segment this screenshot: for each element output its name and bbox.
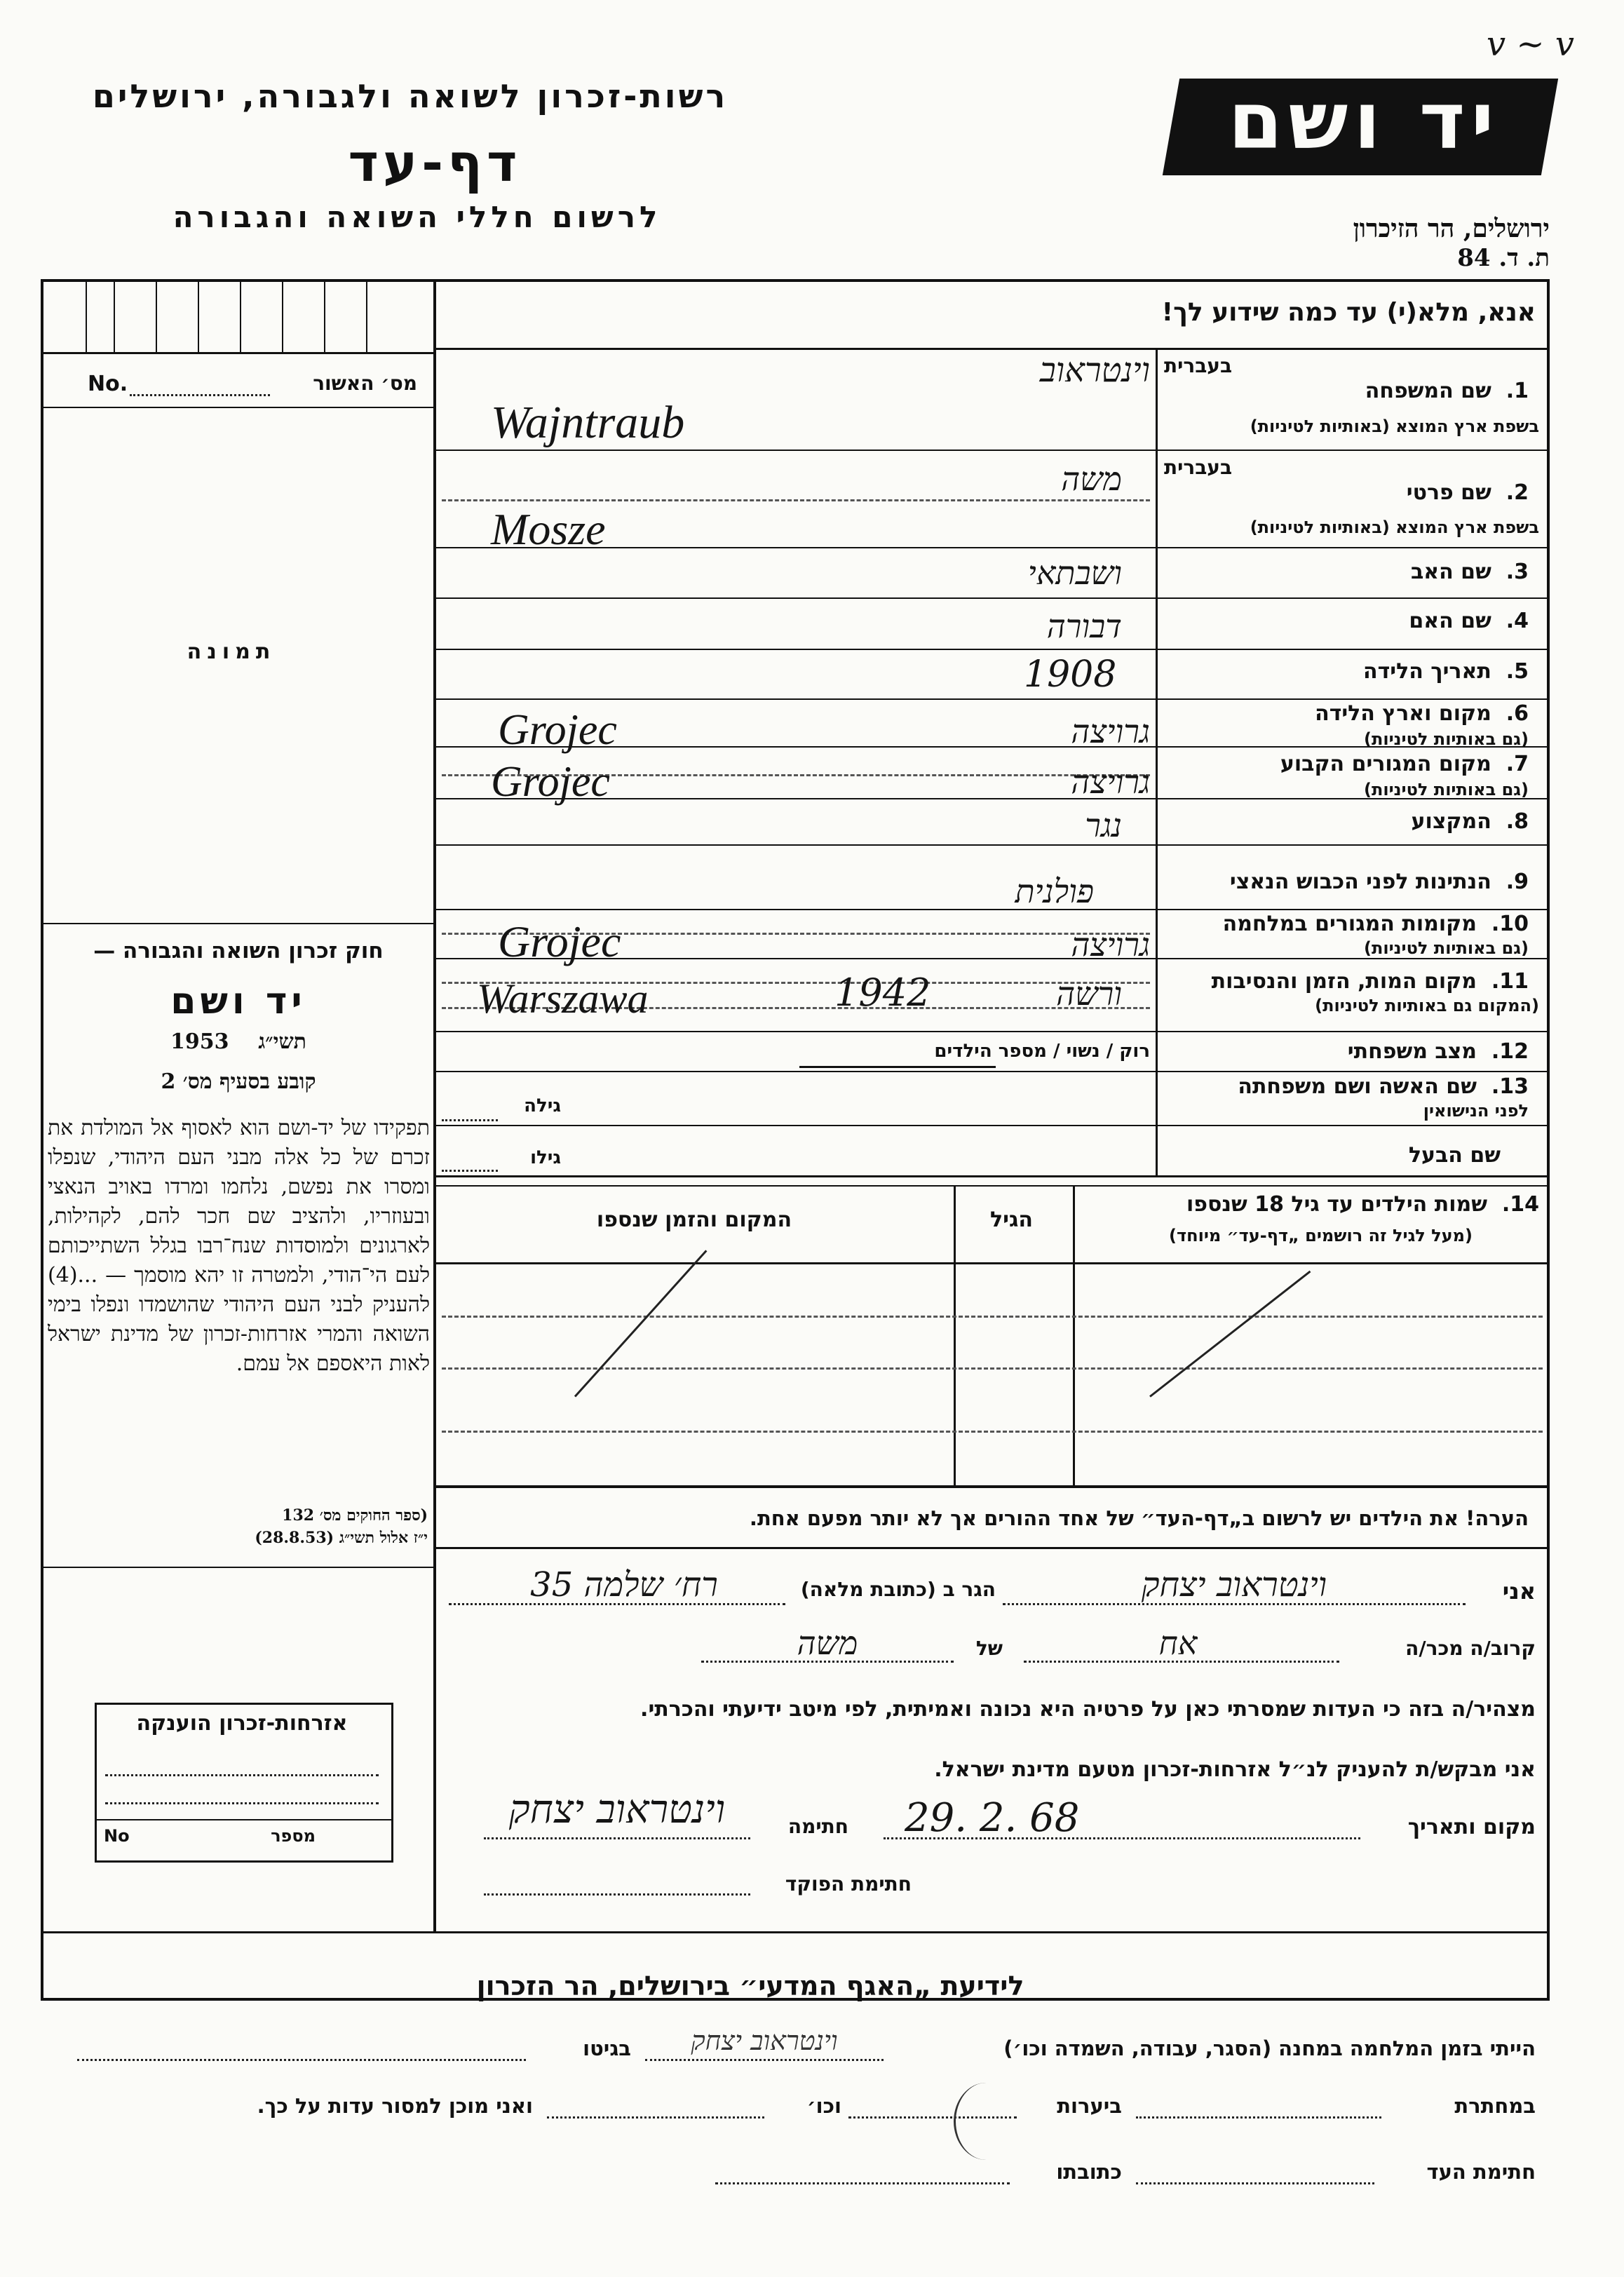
law-year xyxy=(49,1029,428,1054)
citizenship-no-en: No xyxy=(104,1826,130,1846)
approval-strip-bottom xyxy=(41,352,436,354)
field-12-label xyxy=(1164,1039,1529,1064)
citizenship-title: אזרחות-זכרון הוענקה xyxy=(136,1711,348,1736)
field-10-label-text: מקומות המגורים במלחמה xyxy=(1222,912,1477,936)
officer-signature-label: חתימת הפוקד xyxy=(785,1872,912,1896)
children-title-text: שמות הילדים עד גיל 18 שנספו xyxy=(1186,1192,1487,1217)
husband-name-label: גילו xyxy=(530,1147,561,1168)
field-3-label xyxy=(1164,560,1529,584)
field-11-label-text: מקום המות, הזמן והנסיבות xyxy=(1211,969,1477,994)
witness-address-field[interactable] xyxy=(715,2182,1010,2184)
field-6-label xyxy=(1164,701,1529,726)
field-13-sub: לפני הנישואין xyxy=(1423,1101,1529,1121)
corner-marks: v ~ v xyxy=(1487,25,1574,64)
field-5-label-text: תאריך הלידה xyxy=(1362,659,1491,684)
ghetto-label: בגיטו xyxy=(583,2036,631,2060)
field-11-sub: (המקום גם באותיות לטיניות) xyxy=(1315,996,1539,1015)
children-title xyxy=(1080,1192,1539,1217)
law-year-number: 1953 xyxy=(170,1029,229,1054)
pen-stroke xyxy=(954,2083,1019,2160)
field-7-num: 7. xyxy=(1505,752,1529,776)
etc-label: וכו׳ xyxy=(806,2094,841,2118)
birthplace-hebrew-value[interactable]: גרויצה xyxy=(1071,712,1150,750)
children-col-divider-1 xyxy=(954,1185,956,1487)
field-6-sub: (גם באותיות לטיניות) xyxy=(1364,729,1529,749)
remark: הערה! את הילדים יש לרשום ב„דף-העד״ של אחד ההורים אך לא יותר מפעם אחת. xyxy=(749,1506,1529,1530)
surname-hebrew-value[interactable]: וינטראוב xyxy=(1039,351,1150,390)
death-year-value[interactable]: 1942 xyxy=(834,971,931,1015)
children-num: 14. xyxy=(1501,1192,1539,1217)
field-6-label-text: מקום וארץ הלידה xyxy=(1315,701,1491,726)
declarant-signature[interactable]: וינטראוב יצחק xyxy=(508,1787,726,1832)
field-8-label xyxy=(1164,809,1529,834)
field-4-label-text: שם האם xyxy=(1409,609,1491,633)
law-title: חוק זכרון השואה והגבורה — xyxy=(93,938,384,964)
death-place-latin-value[interactable]: Warszawa xyxy=(477,975,649,1022)
photo-placeholder: תמונה xyxy=(187,640,276,664)
married-underline xyxy=(799,1066,996,1068)
approval-he-label: מס׳ האשור xyxy=(313,372,417,395)
field-10-label xyxy=(1164,912,1529,936)
first-name-hebrew-value[interactable]: משה xyxy=(1061,460,1122,498)
field-1-num: 1. xyxy=(1505,379,1529,403)
frame-right xyxy=(1547,279,1550,2001)
approval-no-field[interactable] xyxy=(130,394,270,396)
law-body: תפקידו של יד-ושם הוא לאסוף אל המולדת את זכרם של כל אלה מבני העם היהודי, שנפלו ומסרו את נפשם, נלחמו ומרדו באויב הנאצי ובעוזריו, ולהציב שם חכר להם, לקהילות, לארגונים ולמוסדות שנח־רבו בגלל השתייכותם לעם הי־הודי, ולמטרה זו יהא מוסמך — ...(4) להעניק לבני העם היהודי שהושמדו ונפלו בימי השואה והמרי אזרחות-זכרון של מדינת ישראל לאות היאספם אל עמם. xyxy=(48,1116,430,1376)
forest-label: ביערות xyxy=(1057,2094,1122,2118)
field-7-label-text: מקום המגורים הקבוע xyxy=(1280,752,1491,776)
form-subtitle: לרשום חללי השואה והגבורה xyxy=(172,200,662,234)
birthplace-latin-value[interactable]: Grojec xyxy=(498,706,617,754)
law-book-ref: (ספר החוקים מס׳ 132 xyxy=(282,1506,428,1525)
instruction: אנא, מלא(י) עד כמה שידוע לך! xyxy=(1161,298,1536,327)
declarant-address-label: הגר ב (כתובת מלאה) xyxy=(800,1578,996,1601)
field-2-label-text: שם פרטי xyxy=(1406,480,1491,505)
logo-text: יד ושם xyxy=(1228,76,1500,167)
place-date-label: מקום ותאריך xyxy=(1407,1815,1536,1839)
field-2-num: 2. xyxy=(1505,480,1529,505)
field-4-num: 4. xyxy=(1505,609,1529,633)
residence-hebrew-value[interactable]: גרויצה xyxy=(1071,763,1150,801)
of-label: של xyxy=(975,1637,1003,1660)
field-2-label xyxy=(1164,480,1529,505)
date-value[interactable]: 29. 2. 68 xyxy=(905,1795,1080,1841)
camp-label: הייתי בזמן המלחמה במחנה (הסגר, עבודה, השמדה וכו׳) xyxy=(1003,2036,1536,2060)
field-3-num: 3. xyxy=(1505,560,1529,584)
field-11-num: 11. xyxy=(1491,969,1529,994)
witness-signature-field[interactable] xyxy=(1136,2182,1374,2184)
declarant-i-label: אני xyxy=(1502,1578,1536,1604)
field-7-label xyxy=(1164,752,1529,776)
first-name-latin-value[interactable]: Mosze xyxy=(491,504,606,554)
declarant-name-value[interactable]: וינטראוב יצחק xyxy=(1141,1565,1327,1604)
law-book-date: י״ז אלול תשי״ג (28.8.53) xyxy=(255,1529,428,1547)
field-4-label xyxy=(1164,609,1529,633)
children-note: (מעל לגיל זה רושמים „דף-עד״ מיוחד) xyxy=(1169,1226,1473,1245)
approval-no-label: No. xyxy=(88,372,128,396)
field-11-label xyxy=(1164,969,1529,994)
wartime-residence-hebrew-value[interactable]: גרויצה xyxy=(1071,926,1150,964)
field-9-label-text: הנתינות לפני הכבוש הנאצי xyxy=(1229,870,1491,894)
law-name: יד ושם xyxy=(170,980,306,1022)
etc-field[interactable] xyxy=(547,2116,764,2119)
field-12-num: 12. xyxy=(1491,1039,1529,1064)
field-9-num: 9. xyxy=(1505,870,1529,894)
husband-label: שם הבעל xyxy=(1408,1143,1501,1168)
authority-header: רשות-זכרון לשואה ולגבורה, ירושלים xyxy=(92,77,729,115)
wife-name-field[interactable] xyxy=(442,1119,498,1121)
declarant-address-value[interactable]: רח׳ שלמה 35 xyxy=(530,1565,718,1604)
field-13-num: 13. xyxy=(1491,1074,1529,1099)
nationality-value[interactable]: פולנית xyxy=(1015,872,1094,910)
wife-name-label: גילה xyxy=(524,1095,561,1116)
ghetto-field[interactable] xyxy=(77,2059,526,2061)
instruction-row-bottom xyxy=(433,348,1550,350)
camp-field[interactable] xyxy=(645,2059,884,2061)
declarant-section-bottom xyxy=(41,1931,1550,1933)
field-8-num: 8. xyxy=(1505,809,1529,834)
field-1-top: בעברית xyxy=(1164,354,1233,377)
residence-latin-value[interactable]: Grojec xyxy=(491,758,610,806)
field-9-label xyxy=(1164,870,1529,894)
field-5-label xyxy=(1164,659,1529,684)
underground-field[interactable] xyxy=(1136,2116,1381,2119)
field-1-label xyxy=(1164,379,1529,403)
field-13-label-text: שם האשה ושם משפחתה xyxy=(1238,1074,1477,1099)
father-name-value[interactable]: ושבתאי xyxy=(1027,554,1122,592)
surname-latin-value[interactable]: Wajntraub xyxy=(491,397,685,448)
field-2-top: בעברית xyxy=(1164,456,1233,479)
citizenship-no-label: מספר xyxy=(271,1826,316,1846)
declare-text: מצהיר/ה בזה כי העדות שמסרתי כאן על פרטיה היא נכונה ואמיתית, לפי מיטב ידיעתי והכרתי. xyxy=(640,1697,1536,1722)
field-7-sub: (גם באותיות לטיניות) xyxy=(1364,780,1529,799)
relative-value[interactable]: אח xyxy=(1158,1624,1198,1662)
camp-value-scribble: וינטראוב יצחק xyxy=(691,2025,838,2056)
law-section: קובע בסעיף מס׳ 2 xyxy=(161,1069,316,1094)
children-col-place: המקום והזמן שנספו xyxy=(596,1208,792,1232)
label-column-divider xyxy=(1156,348,1158,1175)
field-1-label-text: שם המשפחה xyxy=(1365,379,1491,403)
birth-date-value[interactable]: 1908 xyxy=(1024,654,1117,696)
left-column-divider xyxy=(433,279,436,1931)
witness-address-label: כתובתו xyxy=(1056,2160,1122,2184)
signature-label: חתימה xyxy=(787,1815,848,1838)
law-year-he: תשי״ג xyxy=(258,1029,306,1054)
witness-signature-label: חתימת העד xyxy=(1426,2160,1536,2184)
officer-signature-field[interactable] xyxy=(484,1893,750,1896)
underground-label: במחתרת xyxy=(1454,2094,1536,2118)
frame-top xyxy=(41,279,1550,282)
field-10-sub: (גם באותיות לטיניות) xyxy=(1364,938,1529,958)
photo-box-bottom xyxy=(41,923,436,924)
children-col-divider-2 xyxy=(1073,1185,1075,1487)
field-3-label-text: שם האב xyxy=(1410,560,1491,584)
field-13-label xyxy=(1164,1074,1529,1099)
field-2-sub: בשפת ארץ המוצא (באותיות לטיניות) xyxy=(1250,518,1539,537)
relative-label: קרוב/ה מכר/ה xyxy=(1405,1637,1536,1660)
strike-mark xyxy=(1149,1271,1311,1398)
death-place-hebrew-value[interactable]: ורשה xyxy=(1056,975,1122,1013)
husband-name-field[interactable] xyxy=(442,1170,498,1172)
address: ירושלים, הר הזיכרון xyxy=(1353,214,1550,243)
form-title: דף-עד xyxy=(348,133,522,194)
child-row[interactable] xyxy=(442,1367,1543,1370)
of-value[interactable]: משה xyxy=(797,1624,858,1662)
profession-value[interactable]: נגר xyxy=(1085,806,1122,844)
children-col-age: הגיל xyxy=(990,1208,1033,1232)
mother-name-value[interactable]: דבורה xyxy=(1046,607,1122,645)
field-5-num: 5. xyxy=(1505,659,1529,684)
frame-left xyxy=(41,279,43,2001)
bottom-title: לידיעת „האגף המדעי״ בירושלים, הר הזכרון xyxy=(476,1971,1024,2001)
ready-label: ואני מוכן למסור עדות על כך. xyxy=(257,2094,533,2118)
request-text: אני מבקש/ת להעניק לנ״ל אזרחות-זכרון מטעם מדינת ישראל. xyxy=(934,1757,1536,1782)
po-box: ת. ד. 84 xyxy=(1457,244,1550,272)
field-1-sub: בשפת ארץ המוצא (באותיות לטיניות) xyxy=(1250,417,1539,436)
field-10-num: 10. xyxy=(1491,912,1529,936)
strike-mark xyxy=(574,1250,708,1397)
field-12-label-text: מצב משפחתי xyxy=(1347,1039,1477,1064)
child-row[interactable] xyxy=(442,1316,1543,1318)
field-8-label-text: המקצוע xyxy=(1411,809,1491,834)
wartime-residence-latin-value[interactable]: Grojec xyxy=(498,917,621,966)
field-6-num: 6. xyxy=(1505,701,1529,726)
marital-status-options[interactable]: רוק / נשוי / מספר הילדים xyxy=(934,1041,1150,1062)
child-row[interactable] xyxy=(442,1431,1543,1433)
